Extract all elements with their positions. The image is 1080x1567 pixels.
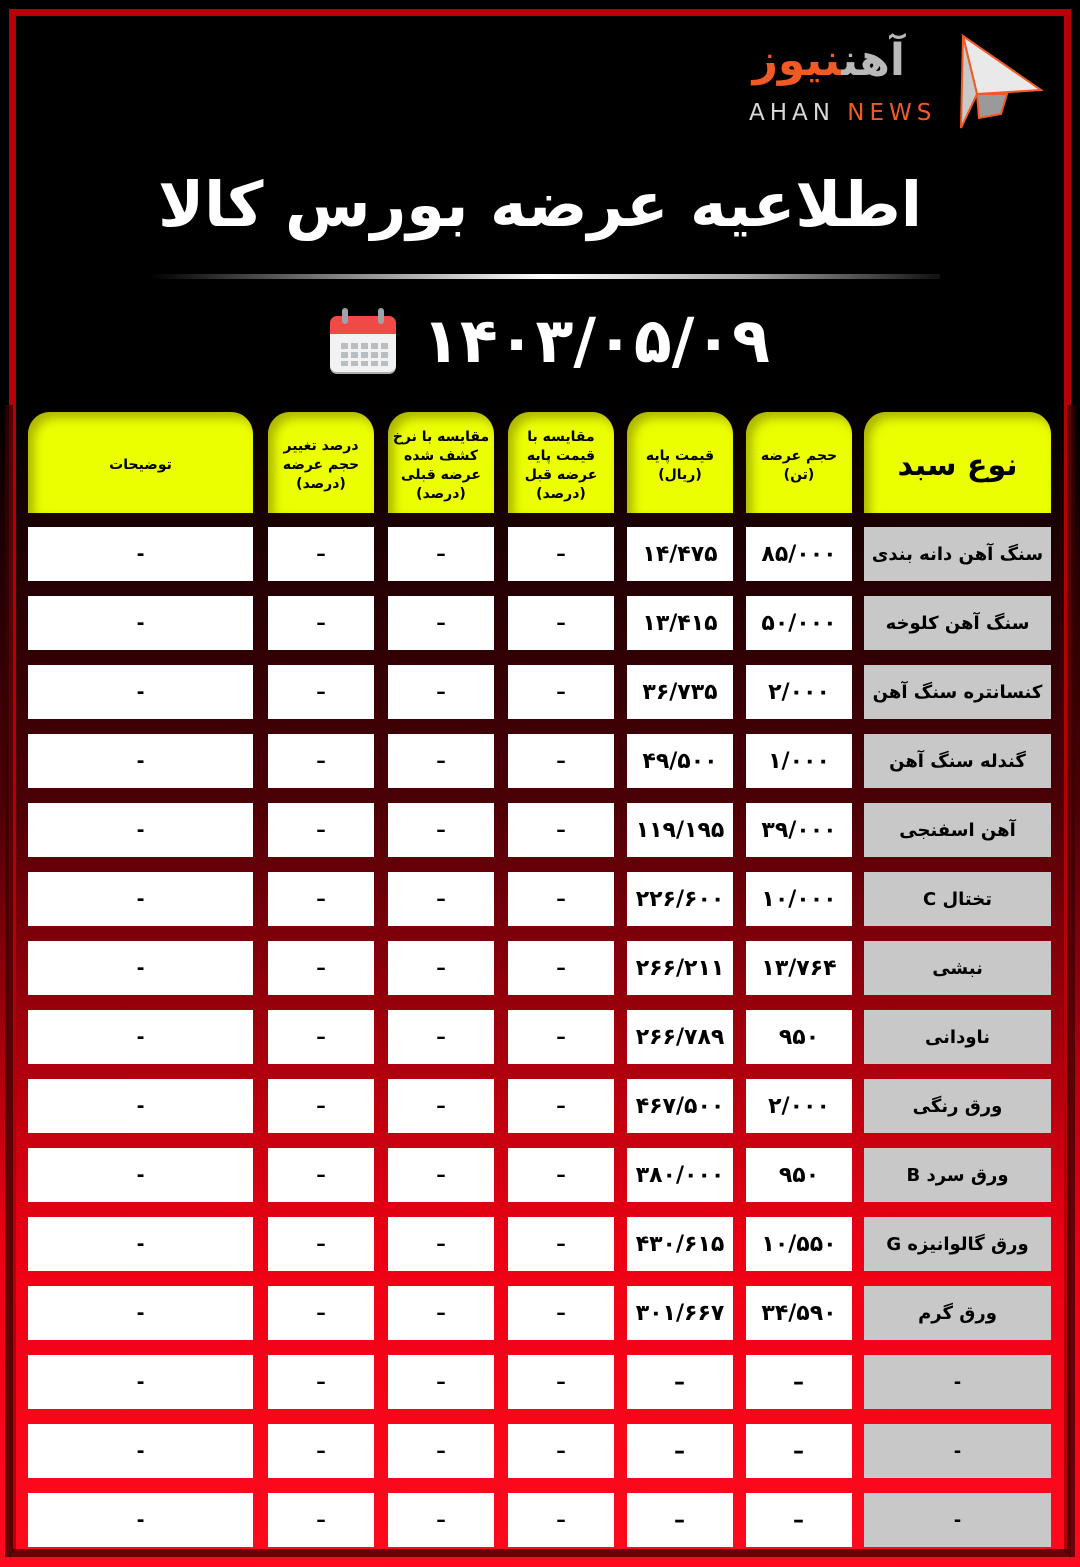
- cell-volume-change: –: [268, 803, 374, 857]
- cell-volume: –: [746, 1424, 852, 1478]
- calendar-icon: [330, 308, 396, 372]
- cell-compare-base-price: –: [508, 872, 614, 926]
- header-volume: حجم عرضه (تن): [746, 412, 852, 513]
- cell-volume-change: –: [268, 1493, 374, 1547]
- announcement-date: ۱۴۰۳/۰۵/۰۹: [422, 303, 771, 377]
- cell-notes: -: [28, 1217, 253, 1271]
- cell-compare-discovered-rate: –: [388, 527, 494, 581]
- cell-volume: ۸۵/۰۰۰: [746, 527, 852, 581]
- cell-compare-base-price: –: [508, 1424, 614, 1478]
- cell-base-price: ۲۲۶/۶۰۰: [627, 872, 733, 926]
- cell-base-price: ۳۰۱/۶۶۷: [627, 1286, 733, 1340]
- cell-basket-name: سنگ آهن دانه بندی: [864, 527, 1051, 581]
- cell-base-price: ۱۱۹/۱۹۵: [627, 803, 733, 857]
- page-title: اطلاعیه عرضه بورس کالا: [157, 168, 923, 241]
- header-compare-discovered-rate: مقایسه با نرخ کشف شده عرضه قبلی (درصد): [388, 412, 494, 513]
- cell-compare-discovered-rate: –: [388, 734, 494, 788]
- cell-base-price: ۴۹/۵۰۰: [627, 734, 733, 788]
- cell-volume: ۱/۰۰۰: [746, 734, 852, 788]
- cell-compare-base-price: –: [508, 527, 614, 581]
- cell-volume: ۱۳/۷۶۴: [746, 941, 852, 995]
- logo-persian: [753, 30, 905, 92]
- cell-compare-base-price: –: [508, 1217, 614, 1271]
- cell-compare-discovered-rate: –: [388, 872, 494, 926]
- cell-base-price: ۴۶۷/۵۰۰: [627, 1079, 733, 1133]
- cell-compare-base-price: –: [508, 1010, 614, 1064]
- cell-volume-change: –: [268, 1010, 374, 1064]
- cell-volume-change: –: [268, 1217, 374, 1271]
- cell-compare-discovered-rate: –: [388, 1355, 494, 1409]
- cell-notes: -: [28, 1286, 253, 1340]
- cell-base-price: –: [627, 1355, 733, 1409]
- cell-basket-name: ناودانی: [864, 1010, 1051, 1064]
- header-notes: توضیحات: [28, 412, 253, 513]
- cell-volume-change: –: [268, 596, 374, 650]
- cell-notes: -: [28, 734, 253, 788]
- cell-volume-change: –: [268, 1148, 374, 1202]
- cell-basket-name: -: [864, 1424, 1051, 1478]
- title-divider: [150, 274, 940, 279]
- cell-compare-base-price: –: [508, 596, 614, 650]
- cell-basket-name: ورق رنگی: [864, 1079, 1051, 1133]
- cell-base-price: ۱۳/۴۱۵: [627, 596, 733, 650]
- cell-volume: ۳۹/۰۰۰: [746, 803, 852, 857]
- cell-notes: -: [28, 1355, 253, 1409]
- cell-compare-base-price: –: [508, 734, 614, 788]
- cell-compare-discovered-rate: –: [388, 1217, 494, 1271]
- cell-base-price: ۴۳۰/۶۱۵: [627, 1217, 733, 1271]
- paper-plane-icon: [957, 32, 1043, 130]
- cell-notes: -: [28, 1493, 253, 1547]
- cell-compare-discovered-rate: –: [388, 1493, 494, 1547]
- cell-compare-base-price: –: [508, 1148, 614, 1202]
- cell-basket-name: کنسانتره سنگ آهن: [864, 665, 1051, 719]
- cell-volume: ۲/۰۰۰: [746, 1079, 852, 1133]
- cell-compare-discovered-rate: –: [388, 941, 494, 995]
- cell-base-price: ۲۶۶/۷۸۹: [627, 1010, 733, 1064]
- cell-compare-discovered-rate: –: [388, 1286, 494, 1340]
- cell-volume: –: [746, 1355, 852, 1409]
- date-row: [330, 300, 770, 380]
- cell-basket-name: ورق گرم: [864, 1286, 1051, 1340]
- cell-volume-change: –: [268, 665, 374, 719]
- cell-notes: -: [28, 1010, 253, 1064]
- logo-en-part1: AHAN: [749, 100, 835, 126]
- cell-compare-discovered-rate: –: [388, 1148, 494, 1202]
- ahan-news-logo: [745, 30, 1045, 130]
- logo-english: [749, 100, 936, 126]
- cell-basket-name: نبشی: [864, 941, 1051, 995]
- cell-basket-name: ورق گالوانیزه G: [864, 1217, 1051, 1271]
- cell-notes: -: [28, 803, 253, 857]
- cell-volume-change: –: [268, 734, 374, 788]
- cell-volume: ۳۴/۵۹۰: [746, 1286, 852, 1340]
- cell-basket-name: تختال C: [864, 872, 1051, 926]
- cell-notes: -: [28, 527, 253, 581]
- cell-notes: -: [28, 665, 253, 719]
- logo-en-part2: NEWS: [847, 100, 937, 126]
- cell-compare-discovered-rate: –: [388, 1424, 494, 1478]
- header-compare-base-price: مقایسه با قیمت پایه عرضه قبل (درصد): [508, 412, 614, 513]
- cell-volume-change: –: [268, 1079, 374, 1133]
- logo-fa-part2: نیوز: [752, 35, 842, 86]
- cell-notes: -: [28, 1079, 253, 1133]
- cell-compare-base-price: –: [508, 1286, 614, 1340]
- cell-compare-base-price: –: [508, 1079, 614, 1133]
- cell-compare-base-price: –: [508, 1493, 614, 1547]
- cell-volume: ۲/۰۰۰: [746, 665, 852, 719]
- cell-compare-discovered-rate: –: [388, 665, 494, 719]
- cell-compare-base-price: –: [508, 941, 614, 995]
- cell-base-price: ۳۶/۷۳۵: [627, 665, 733, 719]
- cell-volume: –: [746, 1493, 852, 1547]
- cell-notes: -: [28, 941, 253, 995]
- cell-volume: ۱۰/۰۰۰: [746, 872, 852, 926]
- cell-notes: -: [28, 1148, 253, 1202]
- cell-base-price: ۱۴/۴۷۵: [627, 527, 733, 581]
- cell-compare-discovered-rate: –: [388, 1010, 494, 1064]
- cell-base-price: –: [627, 1424, 733, 1478]
- cell-notes: -: [28, 1424, 253, 1478]
- cell-base-price: –: [627, 1493, 733, 1547]
- cell-volume: ۱۰/۵۵۰: [746, 1217, 852, 1271]
- cell-compare-base-price: –: [508, 665, 614, 719]
- cell-basket-name: -: [864, 1355, 1051, 1409]
- cell-compare-discovered-rate: –: [388, 1079, 494, 1133]
- cell-volume-change: –: [268, 1355, 374, 1409]
- header-base-price: قیمت پایه (ریال): [627, 412, 733, 513]
- cell-volume-change: –: [268, 872, 374, 926]
- cell-basket-name: -: [864, 1493, 1051, 1547]
- cell-volume: ۹۵۰: [746, 1010, 852, 1064]
- cell-compare-base-price: –: [508, 1355, 614, 1409]
- cell-base-price: ۳۸۰/۰۰۰: [627, 1148, 733, 1202]
- cell-basket-name: ورق سرد B: [864, 1148, 1051, 1202]
- cell-volume-change: –: [268, 527, 374, 581]
- cell-volume-change: –: [268, 1424, 374, 1478]
- cell-compare-discovered-rate: –: [388, 596, 494, 650]
- cell-basket-name: گندله سنگ آهن: [864, 734, 1051, 788]
- cell-notes: -: [28, 872, 253, 926]
- cell-basket-name: آهن اسفنجی: [864, 803, 1051, 857]
- cell-notes: -: [28, 596, 253, 650]
- cell-volume: ۹۵۰: [746, 1148, 852, 1202]
- cell-base-price: ۲۶۶/۲۱۱: [627, 941, 733, 995]
- cell-compare-discovered-rate: –: [388, 803, 494, 857]
- cell-compare-base-price: –: [508, 803, 614, 857]
- cell-volume-change: –: [268, 1286, 374, 1340]
- logo-fa-part1: آهن: [841, 35, 905, 86]
- cell-basket-name: سنگ آهن کلوخه: [864, 596, 1051, 650]
- cell-volume: ۵۰/۰۰۰: [746, 596, 852, 650]
- cell-volume-change: –: [268, 941, 374, 995]
- header-volume-change: درصد تغییر حجم عرضه (درصد): [268, 412, 374, 513]
- header-basket-type: نوع سبد: [864, 412, 1051, 513]
